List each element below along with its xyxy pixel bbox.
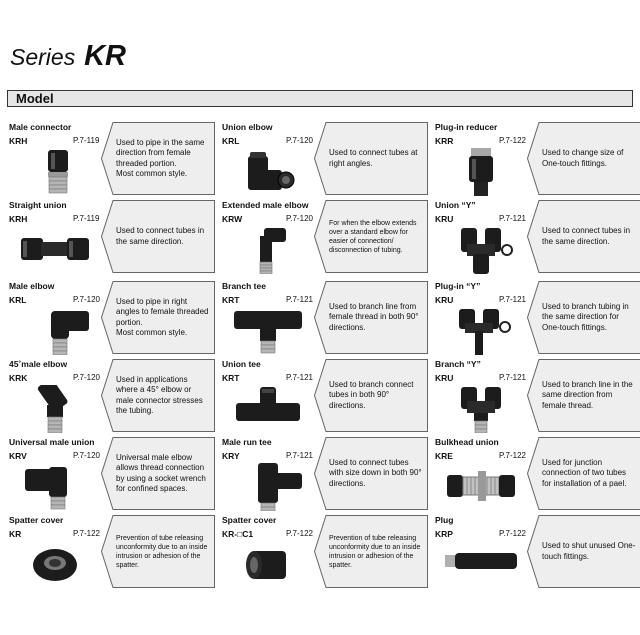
model-item-name: Bulkhead union	[435, 437, 499, 447]
model-item-description-box	[314, 437, 428, 510]
model-item-description-box	[101, 359, 215, 432]
model-item-page-ref: P.7-121	[499, 214, 526, 223]
model-item	[222, 437, 428, 512]
model-item-code: KRU	[435, 295, 454, 305]
model-item-name: Male run tee	[222, 437, 272, 447]
model-item-code: KRE	[435, 451, 453, 461]
model-item	[435, 122, 640, 197]
model-item-name: Male connector	[9, 122, 72, 132]
spatter-cover-icon	[15, 541, 95, 589]
model-item-description-box	[101, 200, 215, 273]
model-item-description: Universal male elbow allows thread connection by using a socket wrench for confined spaces.	[116, 452, 206, 493]
model-item-description: Used to connect tubes at right angles.	[329, 148, 418, 168]
model-item-description: Used to change size of One-touch fittings.	[542, 148, 624, 168]
model-item-description: Used in applications where a 45° elbow or male connector stresses the tubing.	[116, 374, 203, 415]
extended-male-elbow-fitting-icon	[228, 226, 308, 274]
45-male-elbow-fitting-icon	[15, 385, 95, 433]
model-item-description: Used to pipe in the same direction from female threaded portion. Most common style.	[116, 137, 205, 178]
branch-y-fitting-icon	[441, 385, 521, 433]
model-item-code: KR	[9, 529, 22, 539]
model-item-code: KRU	[435, 373, 454, 383]
model-item-description-box	[314, 359, 428, 432]
model-item-description: Used to pipe in right angles to female threaded portion. Most common style.	[116, 296, 209, 337]
union-y-fitting-icon	[441, 226, 521, 274]
model-item-code: KRH	[9, 136, 28, 146]
model-item-description-box	[314, 281, 428, 354]
model-item	[9, 200, 215, 275]
series-title	[10, 36, 126, 73]
model-item-description: Used to branch tubing in the same direction for One-touch fittings.	[542, 301, 629, 332]
model-item-page-ref: P.7-122	[499, 136, 526, 145]
model-item	[9, 122, 215, 197]
model-item-page-ref: P.7-120	[286, 214, 313, 223]
model-item-description-box	[314, 200, 428, 273]
model-item-page-ref: P.7-122	[499, 451, 526, 460]
model-item-page-ref: P.7-121	[286, 295, 313, 304]
model-item-name: Branch tee	[222, 281, 266, 291]
model-item	[222, 515, 428, 590]
model-item-description-box	[527, 281, 640, 354]
model-item-name: Extended male elbow	[222, 200, 309, 210]
model-item-name: Spatter cover	[222, 515, 277, 525]
model-item-name: Spatter cover	[9, 515, 64, 525]
model-item-description: Used for junction connection of two tubes for installation of a pael.	[542, 457, 627, 488]
model-item-page-ref: P.7-119	[73, 136, 100, 145]
model-item-description: Prevention of tube releasing unconformity due to an inside intrusion or adhesion of the spatter.	[329, 534, 421, 569]
model-item-description-box	[527, 200, 640, 273]
spatter-cover-c1-icon	[228, 541, 308, 589]
plug-in-reducer-fitting-icon	[441, 148, 521, 196]
model-section-title: Model	[16, 91, 54, 106]
model-item-code: KRU	[435, 214, 454, 224]
model-section-header	[7, 90, 633, 107]
male-elbow-fitting-icon	[15, 307, 95, 355]
bulkhead-union-fitting-icon	[441, 463, 521, 511]
model-item-code: KRK	[9, 373, 28, 383]
model-item-name: Union tee	[222, 359, 261, 369]
model-item	[9, 359, 215, 434]
model-item-code: KRY	[222, 451, 240, 461]
male-connector-fitting-icon	[15, 148, 95, 196]
model-item-page-ref: P.7-120	[286, 136, 313, 145]
model-item-description-box	[527, 122, 640, 195]
model-item	[435, 281, 640, 356]
union-tee-fitting-icon	[228, 385, 308, 433]
model-item-description: Used to branch line in the same direction from female thread.	[542, 379, 633, 410]
model-item-description-box	[101, 437, 215, 510]
model-item-description: Prevention of tube releasing unconformity due to an inside intrusion or adhesion of the spatter.	[116, 534, 208, 569]
model-item	[9, 437, 215, 512]
model-item-page-ref: P.7-121	[499, 373, 526, 382]
model-item-description: Used to branch line from female thread in both 90° directions.	[329, 301, 419, 332]
model-item-name: Universal male union	[9, 437, 95, 447]
model-item-page-ref: P.7-122	[286, 529, 313, 538]
model-item-name: Plug	[435, 515, 454, 525]
model-item-description-box	[101, 515, 215, 588]
model-item-description-box	[101, 281, 215, 354]
model-item-code: KRV	[9, 451, 27, 461]
model-item-description-box	[314, 122, 428, 195]
model-item-code: KRT	[222, 295, 240, 305]
model-item-description: Used to branch connect tubes in both 90° directions.	[329, 379, 414, 410]
model-item	[222, 359, 428, 434]
model-item-page-ref: P.7-120	[73, 373, 100, 382]
model-item	[222, 281, 428, 356]
branch-tee-fitting-icon	[228, 307, 308, 355]
model-item	[435, 515, 640, 590]
model-item	[435, 359, 640, 434]
model-item-code: KRR	[435, 136, 454, 146]
model-item-code: KR-□C1	[222, 529, 254, 539]
model-item	[9, 281, 215, 356]
model-item-name: Union elbow	[222, 122, 273, 132]
model-item-page-ref: P.7-120	[73, 295, 100, 304]
model-item-name: Straight union	[9, 200, 67, 210]
model-item-description: For when the elbow extends over a standard elbow for easier of connection/ disconnection of tubing.	[329, 219, 417, 254]
model-item-name: Union “Y”	[435, 200, 476, 210]
model-item	[222, 200, 428, 275]
model-item-code: KRP	[435, 529, 453, 539]
male-run-tee-fitting-icon	[228, 463, 308, 511]
series-prefix: Series	[10, 44, 76, 70]
model-item-name: Male elbow	[9, 281, 55, 291]
model-item-page-ref: P.7-119	[73, 214, 100, 223]
model-item-description: Used to connect tubes in the same direction.	[116, 226, 205, 246]
model-item-page-ref: P.7-121	[286, 451, 313, 460]
model-item-code: KRL	[222, 136, 240, 146]
universal-male-union-fitting-icon	[15, 463, 95, 511]
model-item-code: KRH	[9, 214, 28, 224]
model-item-code: KRT	[222, 373, 240, 383]
model-item-page-ref: P.7-122	[73, 529, 100, 538]
model-item-page-ref: P.7-121	[286, 373, 313, 382]
model-item-description: Used to shut unused One-touch fittings.	[542, 541, 636, 561]
model-item-description-box	[527, 359, 640, 432]
model-item-description: Used to connect tubes in the same direction.	[542, 226, 631, 246]
model-item-description: Used to connect tubes with size down in both 90° directions.	[329, 457, 422, 488]
model-item	[435, 437, 640, 512]
model-item	[9, 515, 215, 590]
model-item-name: Plug-in reducer	[435, 122, 498, 132]
plug-fitting-icon	[441, 541, 521, 589]
model-item-description-box	[527, 437, 640, 510]
model-item	[435, 200, 640, 275]
model-item-page-ref: P.7-120	[73, 451, 100, 460]
series-code: KR	[84, 40, 126, 72]
model-item-description-box	[527, 515, 640, 588]
model-item-description-box	[101, 122, 215, 195]
straight-union-fitting-icon	[15, 226, 95, 274]
plug-in-y-fitting-icon	[441, 307, 521, 355]
model-item	[222, 122, 428, 197]
model-item-code: KRL	[9, 295, 27, 305]
union-elbow-fitting-icon	[228, 148, 308, 196]
model-item-page-ref: P.7-122	[499, 529, 526, 538]
model-item-description-box	[314, 515, 428, 588]
model-item-code: KRW	[222, 214, 243, 224]
model-item-name: Plug-in “Y”	[435, 281, 481, 291]
model-item-name: Branch “Y”	[435, 359, 481, 369]
model-item-name: 45˚male elbow	[9, 359, 68, 369]
model-item-page-ref: P.7-121	[499, 295, 526, 304]
